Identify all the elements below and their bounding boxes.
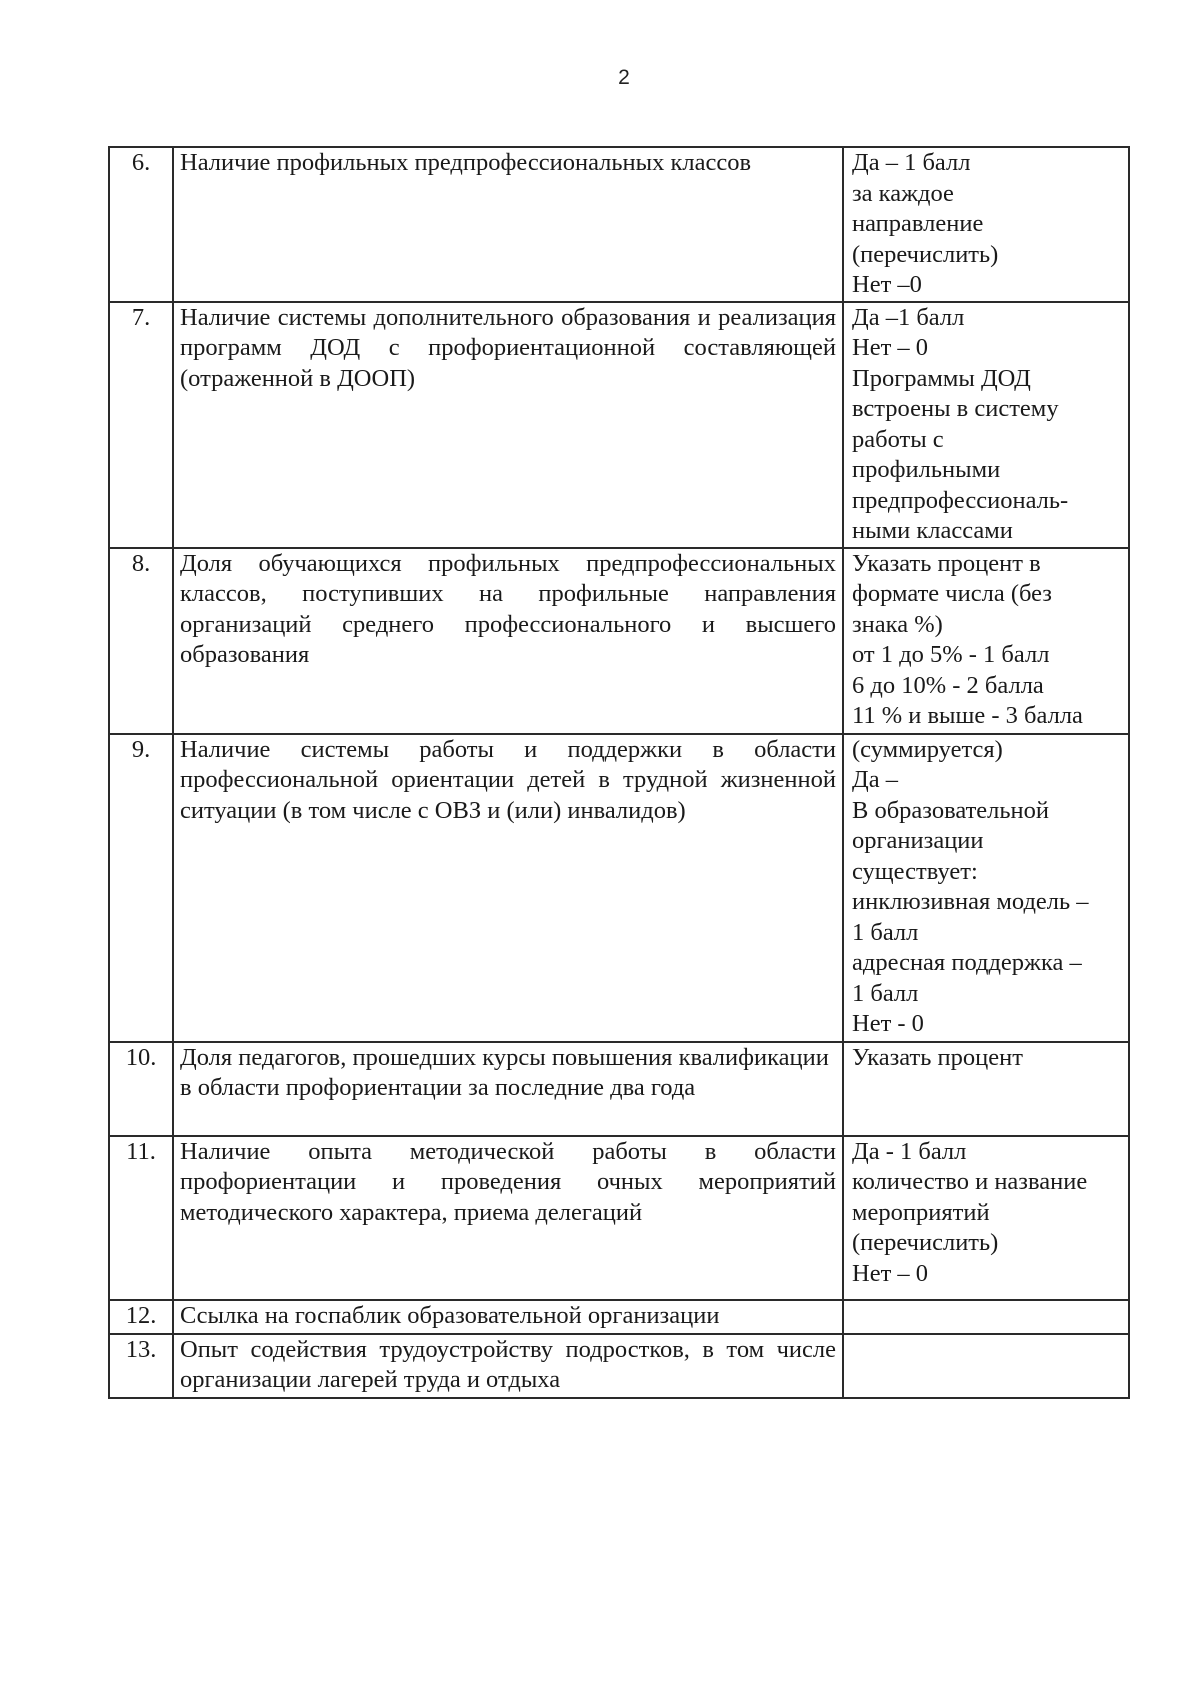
score-line: встроены в систему xyxy=(852,395,1059,422)
table-row xyxy=(109,548,1129,734)
score-cell xyxy=(843,734,1129,1042)
score-line: Да –1 балл xyxy=(852,303,965,331)
table-row xyxy=(109,1042,1129,1136)
score-cell xyxy=(843,147,1129,302)
table-row xyxy=(109,147,1129,302)
score-line: адресная поддержка – xyxy=(852,949,1082,976)
criterion-text: Ссылка на госпаблик образовательной организации xyxy=(173,1300,843,1334)
row-number: 6. xyxy=(109,147,173,302)
score-line: количество и название xyxy=(852,1168,1088,1195)
score-line: Нет – 0 xyxy=(852,1259,929,1287)
score-line: Нет –0 xyxy=(852,271,922,298)
score-line: работы с xyxy=(852,425,944,453)
score-cell xyxy=(843,302,1129,548)
score-line: организации xyxy=(852,827,984,854)
score-line: Указать процент xyxy=(852,1043,1023,1071)
score-line: Да - 1 балл xyxy=(852,1137,967,1165)
table-row xyxy=(109,1300,1129,1334)
table-row xyxy=(109,302,1129,548)
score-line: существует: xyxy=(852,857,978,885)
table-row xyxy=(109,734,1129,1042)
score-line: Да – xyxy=(852,766,898,793)
criterion-text: Наличие профильных предпрофессиональных классов xyxy=(173,147,843,302)
score-line: Да – 1 балл xyxy=(852,149,971,176)
score-line: от 1 до 5% - 1 балл xyxy=(852,641,1050,668)
criterion-text: Доля обучающихся профильных предпрофессиональных классов, поступивших на профильные направления организаций среднего профессионального и высшего образования xyxy=(173,548,843,734)
row-number: 8. xyxy=(109,548,173,734)
row-number: 9. xyxy=(109,734,173,1042)
score-line: 1 балл xyxy=(852,918,919,946)
score-line: (перечислить) xyxy=(852,1229,999,1256)
score-line: Программы ДОД xyxy=(852,364,1031,392)
score-line: направление xyxy=(852,210,984,237)
score-line: ными классами xyxy=(852,517,1013,544)
score-line: Указать процент в xyxy=(852,549,1041,577)
criterion-text: Наличие опыта методической работы в области профориентации и проведения очных мероприятий методического характера, приема делегаций xyxy=(173,1136,843,1300)
score-line: знака %) xyxy=(852,610,943,638)
score-line: формате числа (без xyxy=(852,580,1052,607)
score-cell xyxy=(843,548,1129,734)
criteria-table xyxy=(108,146,1130,1399)
criterion-text: Опыт содействия трудоустройству подростков, в том числе организации лагерей труда и отдыха xyxy=(173,1334,843,1398)
row-number: 11. xyxy=(109,1136,173,1300)
criterion-text: Доля педагогов, прошедших курсы повышения квалификации в области профориентации за последние два года xyxy=(173,1042,843,1136)
score-line: (суммируется) xyxy=(852,735,1003,763)
score-line: профильными xyxy=(852,456,1001,483)
score-line: инклюзивная модель – xyxy=(852,888,1089,915)
score-line: 6 до 10% - 2 балла xyxy=(852,671,1044,699)
score-line: (перечислить) xyxy=(852,240,999,268)
score-line: за каждое xyxy=(852,179,954,207)
criterion-text: Наличие системы работы и поддержки в области профессиональной ориентации детей в трудной жизненной ситуации (в том числе с ОВЗ и (или) инвалидов) xyxy=(173,734,843,1042)
score-line: В образовательной xyxy=(852,796,1050,824)
score-cell xyxy=(843,1334,1129,1398)
score-line: предпрофессиональ- xyxy=(852,486,1069,514)
score-line: Нет - 0 xyxy=(852,1010,924,1037)
score-cell xyxy=(843,1042,1129,1136)
score-line: 11 % и выше - 3 балла xyxy=(852,702,1083,729)
score-cell xyxy=(843,1136,1129,1300)
criterion-text: Наличие системы дополнительного образования и реализация программ ДОД с профориентационной составляющей (отраженной в ДООП) xyxy=(173,302,843,548)
row-number: 12. xyxy=(109,1300,173,1334)
score-line: 1 балл xyxy=(852,979,919,1007)
row-number: 13. xyxy=(109,1334,173,1398)
score-line: Нет – 0 xyxy=(852,334,929,361)
row-number: 10. xyxy=(109,1042,173,1136)
table-row xyxy=(109,1136,1129,1300)
score-cell xyxy=(843,1300,1129,1334)
table-row xyxy=(109,1334,1129,1398)
row-number: 7. xyxy=(109,302,173,548)
page-number: 2 xyxy=(618,66,630,89)
score-line: мероприятий xyxy=(852,1198,990,1226)
